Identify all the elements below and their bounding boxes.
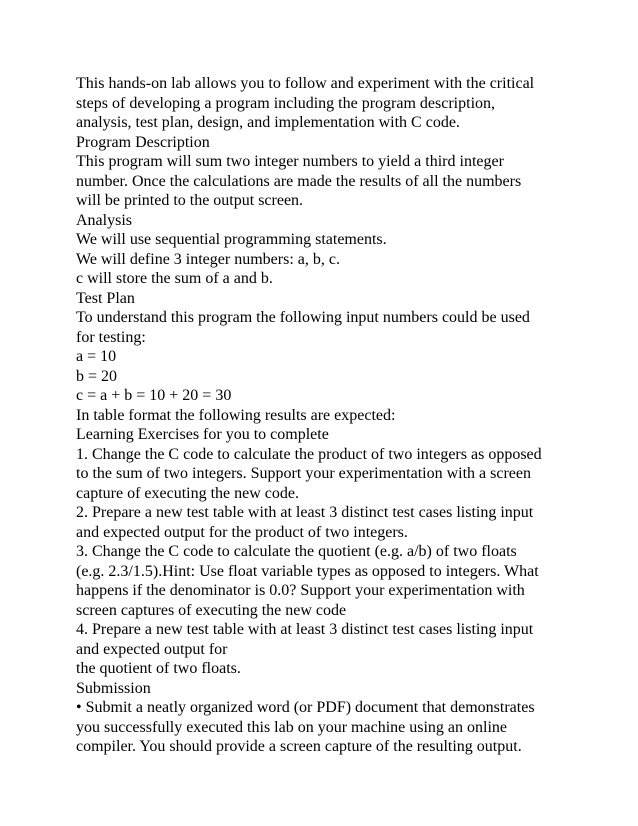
body-line: This program will sum two integer numbers to yield a third integer bbox=[76, 153, 504, 170]
body-line: compiler. You should provide a screen capture of the resulting output. bbox=[76, 738, 522, 755]
body-line: steps of developing a program including the program description, bbox=[76, 94, 496, 112]
exercise-line: (e.g. 2.3/1.5).Hint: Use float variable types as opposed to integers. What bbox=[76, 562, 539, 580]
body-line: We will use sequential programming statements. bbox=[76, 231, 387, 248]
exercise-line: 1. Change the C code to calculate the product of two integers as opposed bbox=[76, 445, 542, 463]
section-heading-program-description: Program Description bbox=[76, 133, 210, 151]
body-line: analysis, test plan, design, and implementation with C code. bbox=[76, 114, 460, 131]
exercise-line: screen captures of executing the new code bbox=[76, 601, 347, 619]
body-line: you successfully executed this lab on your machine using an online bbox=[76, 718, 508, 736]
exercise-line: happens if the denominator is 0.0? Support your experimentation with bbox=[76, 582, 525, 599]
section-heading-test-plan: Test Plan bbox=[76, 289, 135, 307]
body-line: We will define 3 integer numbers: a, b, c. bbox=[76, 250, 340, 268]
body-line: for testing: bbox=[76, 328, 146, 346]
equation-line: c = a + b = 10 + 20 = 30 bbox=[76, 387, 232, 404]
exercise-line: 4. Prepare a new test table with at least 3 distinct test cases listing input bbox=[76, 621, 534, 638]
section-heading-learning-exercises: Learning Exercises for you to complete bbox=[76, 426, 329, 443]
exercise-line: 2. Prepare a new test table with at least 3 distinct test cases listing input bbox=[76, 504, 534, 521]
body-line: This hands-on lab allows you to follow and experiment with the critical bbox=[76, 75, 535, 92]
bullet-line: • Submit a neatly organized word (or PDF) document that demonstrates bbox=[76, 699, 535, 716]
section-heading-submission: Submission bbox=[76, 679, 151, 697]
body-line: In table format the following results are expected: bbox=[76, 406, 396, 424]
exercise-line: and expected output for the product of two integers. bbox=[76, 523, 408, 541]
body-line: c will store the sum of a and b. bbox=[76, 270, 273, 287]
exercise-line: the quotient of two floats. bbox=[76, 660, 241, 677]
exercise-line: capture of executing the new code. bbox=[76, 484, 300, 502]
document-body bbox=[76, 74, 576, 757]
equation-line: a = 10 bbox=[76, 348, 117, 365]
body-line: will be printed to the output screen. bbox=[76, 192, 304, 209]
equation-line: b = 20 bbox=[76, 367, 118, 385]
body-line: number. Once the calculations are made the results of all the numbers bbox=[76, 172, 522, 190]
exercise-line: 3. Change the C code to calculate the quotient (e.g. a/b) of two floats bbox=[76, 543, 517, 560]
exercise-line: to the sum of two integers. Support your experimentation with a screen bbox=[76, 465, 532, 482]
body-line: To understand this program the following input numbers could be used bbox=[76, 309, 530, 326]
section-heading-analysis: Analysis bbox=[76, 211, 132, 229]
exercise-line: and expected output for bbox=[76, 640, 228, 658]
